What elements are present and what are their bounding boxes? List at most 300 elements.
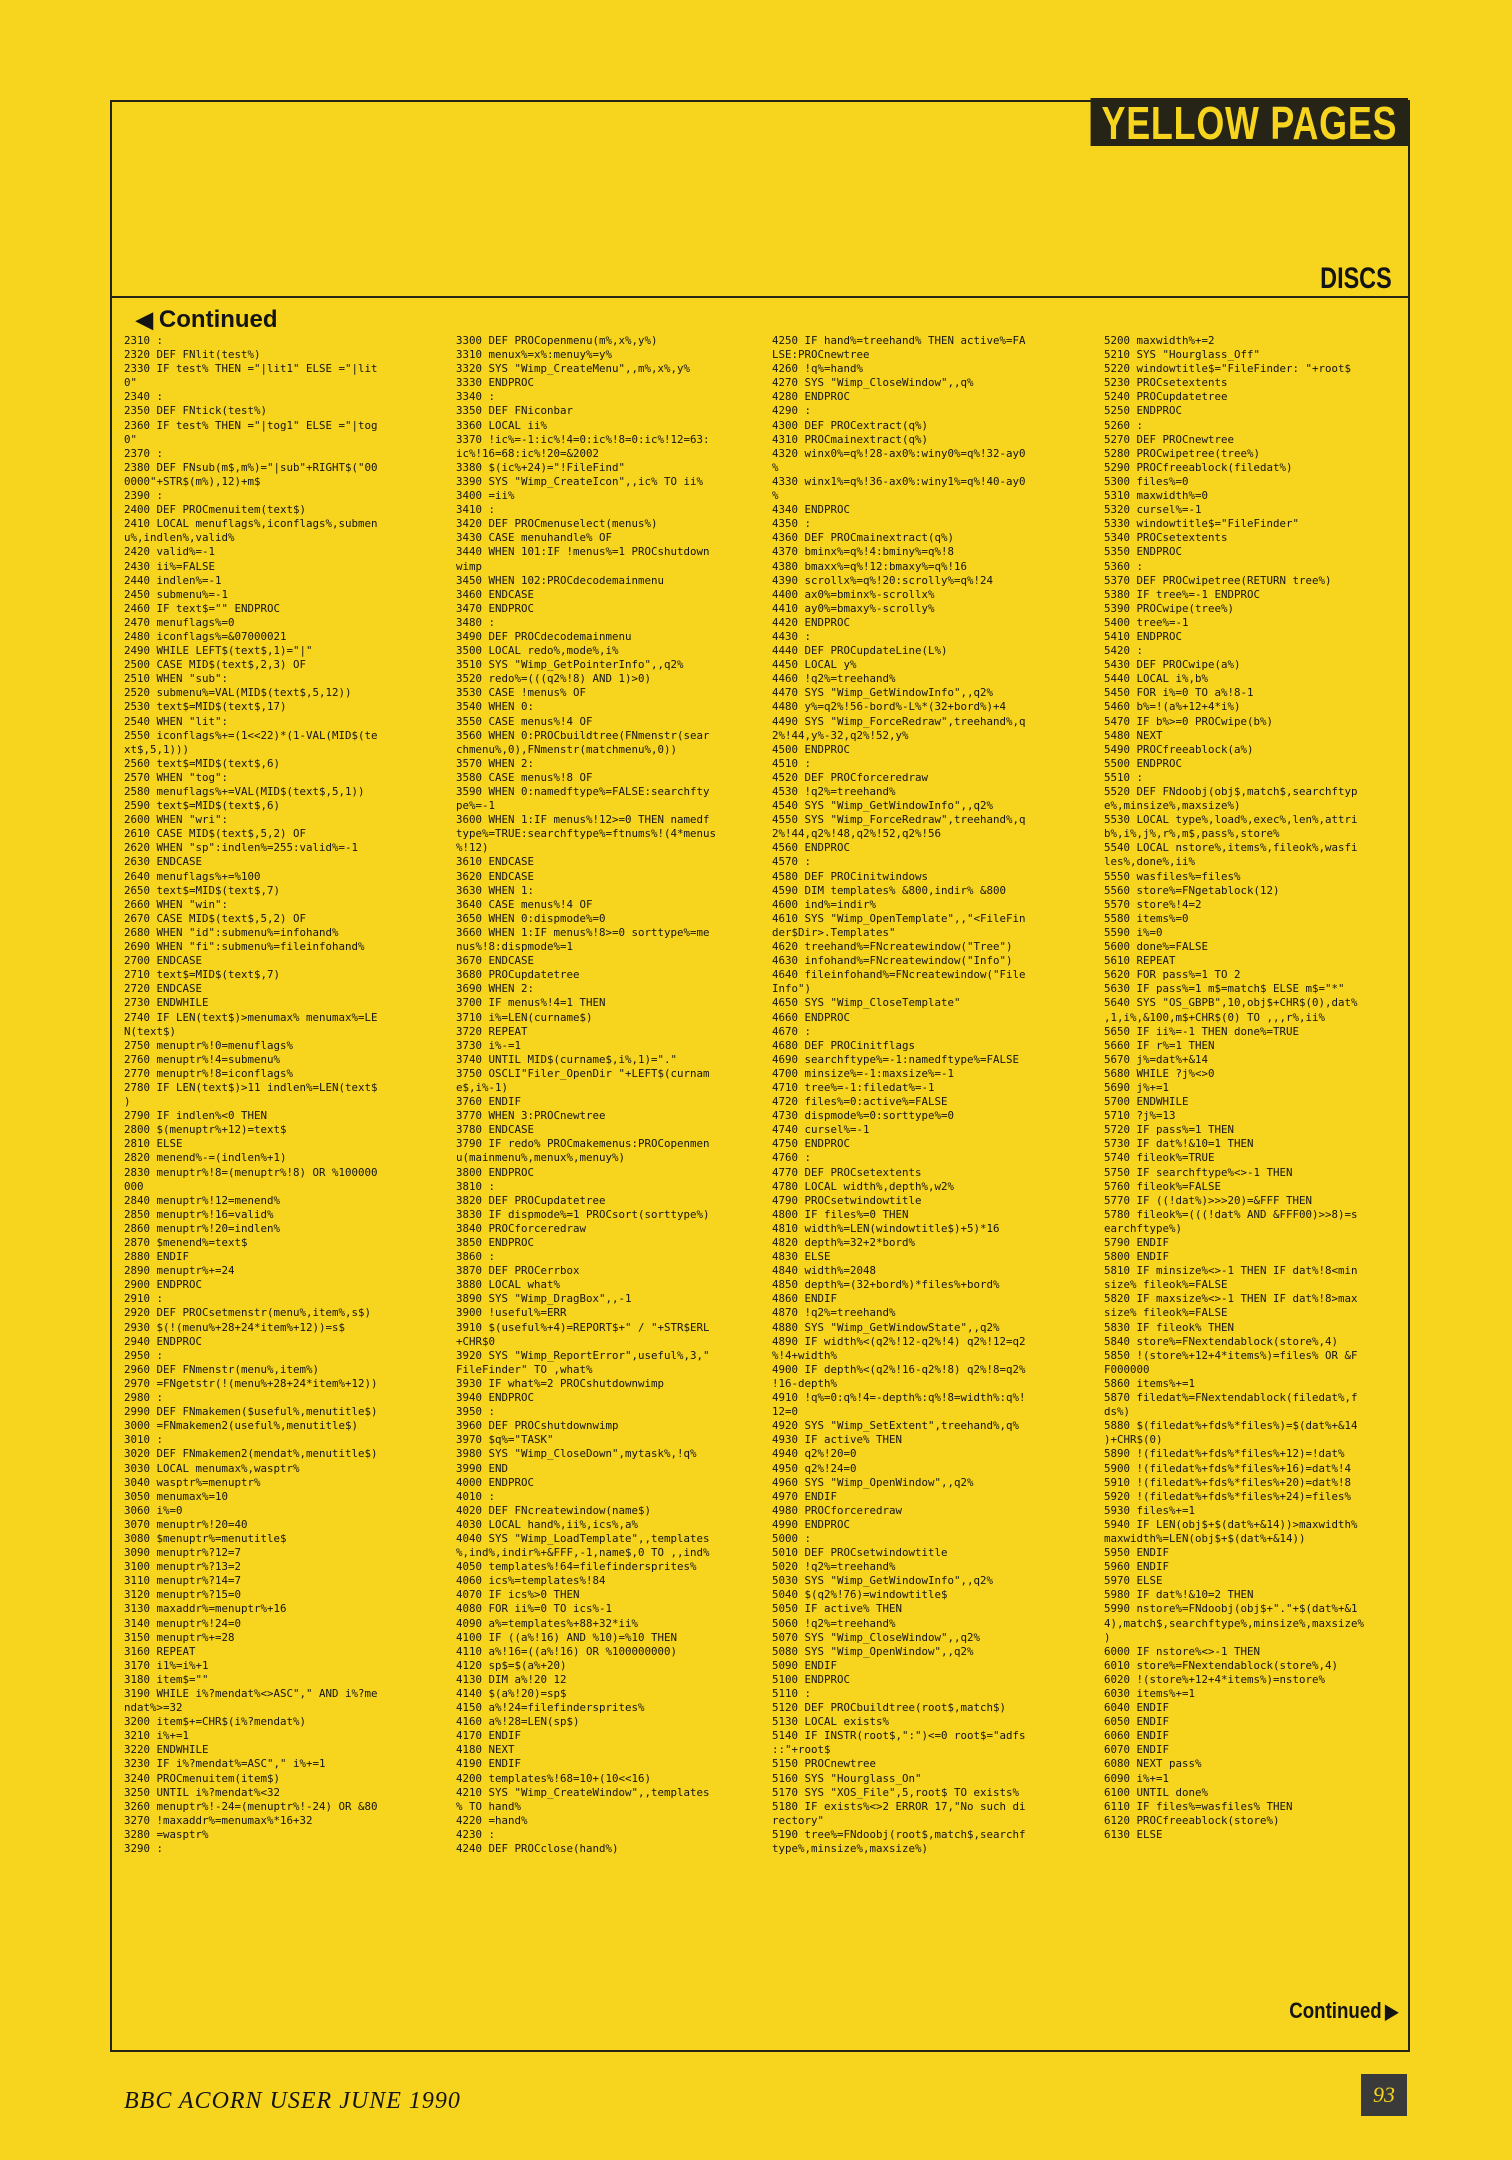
code-line: F000000 <box>1104 1362 1150 1376</box>
code-line: 2750 menuptr%!0=menuflags% <box>124 1038 294 1052</box>
code-line: 5190 tree%=FNdoobj(root$,match$,searchf <box>772 1827 1026 1841</box>
code-line: 4990 ENDPROC <box>772 1517 851 1531</box>
code-line: 4210 SYS "Wimp_CreateWindow",,templates <box>456 1785 710 1799</box>
code-line: 4920 SYS "Wimp_SetExtent",treehand%,q% <box>772 1419 1020 1433</box>
code-line: 3980 SYS "Wimp_CloseDown",mytask%,!q% <box>456 1447 697 1461</box>
code-line: ::"+root$ <box>772 1743 831 1757</box>
code-line: 3720 REPEAT <box>456 1024 528 1038</box>
code-line: 3010 : <box>124 1433 164 1447</box>
code-line: 5480 NEXT <box>1104 728 1163 742</box>
code-line: %!12) <box>456 841 489 855</box>
code-line: ds%) <box>1104 1405 1131 1419</box>
section-title: DISCS <box>1320 262 1392 295</box>
code-line: 4160 a%!28=LEN(sp$) <box>456 1715 580 1729</box>
code-line: 2360 IF test% THEN ="|tog1" ELSE ="|tog <box>124 418 378 432</box>
code-line: 4470 SYS "Wimp_GetWindowInfo",,q2% <box>772 686 994 700</box>
code-line: 3530 CASE !menus% OF <box>456 686 587 700</box>
code-line: 5710 ?j%=13 <box>1104 1109 1176 1123</box>
code-line: 2840 menuptr%!12=menend% <box>124 1193 281 1207</box>
code-line: 5960 ENDIF <box>1104 1560 1170 1574</box>
code-line: 3360 LOCAL ii% <box>456 418 548 432</box>
code-line: 2780 IF LEN(text$)>11 indlen%=LEN(text$ <box>124 1080 378 1094</box>
code-line: 3070 menuptr%!20=40 <box>124 1517 248 1531</box>
code-line: 2310 : <box>124 334 164 347</box>
code-line: 5050 IF active% THEN <box>772 1602 903 1616</box>
code-line: 2540 WHEN "lit": <box>124 714 229 728</box>
code-line: 4650 SYS "Wimp_CloseTemplate" <box>772 996 961 1010</box>
code-line: 5940 IF LEN(obj$+$(dat%+&14))>maxwidth% <box>1104 1517 1358 1531</box>
code-line: 3970 $q%="TASK" <box>456 1433 554 1447</box>
code-line: 4320 winx0%=q%!28-ax0%:winy0%=q%!32-ay0 <box>772 446 1026 460</box>
code-line: 3760 ENDIF <box>456 1095 522 1109</box>
code-line: )+CHR$(0) <box>1104 1433 1163 1447</box>
code-line: 3400 =ii% <box>456 489 515 503</box>
code-line: 5830 IF fileok% THEN <box>1104 1320 1235 1334</box>
code-line: 3500 LOCAL redo%,mode%,i% <box>456 644 619 658</box>
code-line: 4770 DEF PROCsetextents <box>772 1165 922 1179</box>
code-line: 5540 LOCAL nstore%,items%,fileok%,wasfi <box>1104 841 1358 855</box>
code-line: 2870 $menend%=text$ <box>124 1236 248 1249</box>
code-line: 000 <box>124 1179 144 1193</box>
code-line: 4670 : <box>772 1024 812 1038</box>
code-line: 5630 IF pass%=1 m$=match$ ELSE m$="*" <box>1104 982 1345 996</box>
code-line: 5130 LOCAL exists% <box>772 1715 890 1729</box>
code-line: 3390 SYS "Wimp_CreateIcon",,ic% TO ii% <box>456 474 704 488</box>
code-line: 3060 i%=0 <box>124 1503 183 1517</box>
code-line: 4880 SYS "Wimp_GetWindowState",,q2% <box>772 1320 1000 1334</box>
code-line: 5870 filedat%=FNextendablock(filedat%,f <box>1104 1391 1358 1405</box>
code-line: 5370 DEF PROCwipetree(RETURN tree%) <box>1104 573 1332 587</box>
code-line: 2380 DEF FNsub(m$,m%)="|sub"+RIGHT$("00 <box>124 460 378 474</box>
code-line: 2470 menuflags%=0 <box>124 615 235 629</box>
code-line: type%,minsize%,maxsize%) <box>772 1842 929 1856</box>
code-line: 5210 SYS "Hourglass_Off" <box>1104 348 1261 362</box>
code-line: 4070 IF ics%>0 THEN <box>456 1588 580 1602</box>
code-line: 5320 cursel%=-1 <box>1104 503 1202 517</box>
code-line: 0" <box>124 432 138 446</box>
code-line: 2810 ELSE <box>124 1137 183 1151</box>
code-line: 2830 menuptr%!8=(menuptr%!8) OR %100000 <box>124 1165 378 1179</box>
code-line: 5390 PROCwipe(tree%) <box>1104 601 1235 615</box>
code-line: 2390 : <box>124 489 164 503</box>
code-line: 2860 menuptr%!20=indlen% <box>124 1221 281 1235</box>
code-line: 5280 PROCwipetree(tree%) <box>1104 446 1261 460</box>
code-line: 4410 ay0%=bmaxy%-scrolly% <box>772 601 935 615</box>
code-line: 3420 DEF PROCmenuselect(menus%) <box>456 517 658 531</box>
code-line: 4030 LOCAL hand%,ii%,ics%,a% <box>456 1517 639 1531</box>
code-line: 6030 items%+=1 <box>1104 1687 1196 1700</box>
code-line: 5090 ENDIF <box>772 1658 838 1672</box>
code-line: ,1,i%,&100,m$+CHR$(0) TO ,,,r%,ii% <box>1104 1010 1326 1024</box>
code-line: 3120 menuptr%?15=0 <box>124 1588 242 1602</box>
code-line: 6000 IF nstore%<>-1 THEN <box>1104 1644 1261 1658</box>
code-line: 3200 item$+=CHR$(i%?mendat%) <box>124 1715 307 1729</box>
code-line: 5610 REPEAT <box>1104 954 1176 968</box>
code-line: 5640 SYS "OS_GBPB",10,obj$+CHR$(0),dat% <box>1104 996 1358 1010</box>
code-line: 3680 PROCupdatetree <box>456 968 580 982</box>
continued-label: Continued <box>1289 1998 1382 2023</box>
code-line: 4600 ind%=indir% <box>772 897 877 911</box>
code-line: 4110 a%!16=((a%!16) OR %100000000) <box>456 1644 678 1658</box>
code-line: 3150 menuptr%+=28 <box>124 1630 235 1644</box>
code-line: 5120 DEF PROCbuildtree(root$,match$) <box>772 1701 1007 1715</box>
code-line: 5440 LOCAL i%,b% <box>1104 672 1209 686</box>
listing-column-3 <box>772 334 1082 1856</box>
code-line: 5500 ENDPROC <box>1104 756 1183 770</box>
code-line: 3340 : <box>456 390 496 404</box>
code-line: 2770 menuptr%!8=iconflags% <box>124 1066 294 1080</box>
code-line: 2990 DEF FNmakemen($useful%,menutitle$) <box>124 1405 378 1419</box>
code-line: 4930 IF active% THEN <box>772 1433 903 1447</box>
code-line: 3090 menuptr%?12=7 <box>124 1546 242 1560</box>
code-line: % <box>772 460 779 474</box>
code-line: ) <box>124 1095 131 1109</box>
code-line: 4610 SYS "Wimp_OpenTemplate",,"<FileFin <box>772 911 1026 925</box>
code-line: 3890 SYS "Wimp_DragBox",,-1 <box>456 1292 632 1306</box>
code-line: 2680 WHEN "id":submenu%=infohand% <box>124 925 339 939</box>
code-line: 5360 : <box>1104 559 1144 573</box>
code-line: 2650 text$=MID$(text$,7) <box>124 883 281 897</box>
code-line: 5060 !q2%=treehand% <box>772 1616 896 1630</box>
code-line: 4590 DIM templates% &800,indir% &800 <box>772 883 1007 897</box>
code-line: 5510 : <box>1104 770 1144 784</box>
code-line: 4100 IF ((a%!16) AND %10)=%10 THEN <box>456 1630 678 1644</box>
code-line: 3310 menux%=x%:menuy%=y% <box>456 348 613 362</box>
code-line: 5690 j%+=1 <box>1104 1080 1170 1094</box>
code-line: 4020 DEF FNcreatewindow(name$) <box>456 1503 652 1517</box>
code-line: 5820 IF maxsize%<>-1 THEN IF dat%!8>max <box>1104 1292 1358 1306</box>
code-line: 4140 $(a%!20)=sp$ <box>456 1687 567 1700</box>
code-line: 3580 CASE menus%!8 OF <box>456 770 593 784</box>
code-line: 5900 !(filedat%+fds%*files%+16)=dat%!4 <box>1104 1461 1352 1475</box>
code-line: LSE:PROCnewtree <box>772 348 870 362</box>
header-rule <box>110 296 1410 298</box>
code-line: 4710 tree%=-1:filedat%=-1 <box>772 1080 935 1094</box>
code-line: 2600 WHEN "wri": <box>124 813 229 827</box>
code-line: 3590 WHEN 0:namedftype%=FALSE:searchfty <box>456 785 710 798</box>
code-line: 5570 store%!4=2 <box>1104 897 1202 911</box>
code-line: 4330 winx1%=q%!36-ax0%:winy1%=q%!40-ay0 <box>772 474 1026 488</box>
code-line: 4260 !q%=hand% <box>772 362 864 376</box>
code-line: 5300 files%=0 <box>1104 474 1189 488</box>
code-line: 4),match$,searchftype%,minsize%,maxsize% <box>1104 1616 1365 1630</box>
code-line: 3830 IF dispmode%=1 PROCsort(sorttype%) <box>456 1207 710 1221</box>
code-line: 4310 PROCmainextract(q%) <box>772 432 929 446</box>
code-line: 5020 !q2%=treehand% <box>772 1560 896 1574</box>
code-line: 2920 DEF PROCsetmenstr(menu%,item%,s$) <box>124 1306 372 1320</box>
magazine-footer: BBC ACORN USER JUNE 1990 <box>124 2088 461 2114</box>
code-line: les%,done%,ii% <box>1104 855 1196 869</box>
code-line: der$Dir>.Templates" <box>772 925 896 939</box>
code-line: 4240 DEF PROCclose(hand%) <box>456 1842 619 1856</box>
code-line: 5110 : <box>772 1687 812 1700</box>
code-line: 5970 ELSE <box>1104 1574 1163 1588</box>
code-line: 3670 ENDCASE <box>456 954 535 968</box>
code-line: 4660 ENDPROC <box>772 1010 851 1024</box>
code-line: 6120 PROCfreeablock(store%) <box>1104 1813 1280 1827</box>
code-line: 4530 !q2%=treehand% <box>772 785 896 798</box>
code-line: ic%!16=68:ic%!20=&2002 <box>456 446 600 460</box>
code-line: 2510 WHEN "sub": <box>124 672 229 686</box>
yellow-pages-banner: YELLOW PAGES <box>1090 98 1408 146</box>
code-line: 5240 PROCupdatetree <box>1104 390 1228 404</box>
code-line: 3230 IF i%?mendat%=ASC"," i%+=1 <box>124 1757 326 1771</box>
code-line: 3430 CASE menuhandle% OF <box>456 531 613 545</box>
code-line: 2%!44,q2%!48,q2%!52,q2%!56 <box>772 827 942 841</box>
code-line: 5180 IF exists%<>2 ERROR 17,"No such di <box>772 1799 1026 1813</box>
code-line: 3750 OSCLI"Filer_OpenDir "+LEFT$(curnam <box>456 1066 710 1080</box>
right-triangle-icon: ▶ <box>1384 2000 1398 2023</box>
code-line: 2980 : <box>124 1391 164 1405</box>
code-line: 3300 DEF PROCopenmenu(m%,x%,y%) <box>456 334 658 347</box>
code-line: e$,i%-1) <box>456 1080 509 1094</box>
code-line: 5140 IF INSTR(root$,":")<=0 root$="adfs <box>772 1729 1026 1743</box>
code-line: 2450 submenu%=-1 <box>124 587 229 601</box>
code-line: 3410 : <box>456 503 496 517</box>
code-line: 5930 files%+=1 <box>1104 1503 1196 1517</box>
code-line: 5250 ENDPROC <box>1104 404 1183 418</box>
code-line: 4150 a%!24=filefindersprites% <box>456 1701 645 1715</box>
code-line: 3740 UNTIL MID$(curname$,i%,1)="." <box>456 1052 678 1066</box>
code-line: 2590 text$=MID$(text$,6) <box>124 799 281 813</box>
listing-column-1 <box>124 334 434 1856</box>
code-line: earchftype%) <box>1104 1221 1183 1235</box>
code-line: 3320 SYS "Wimp_CreateMenu",,m%,x%,y% <box>456 362 691 376</box>
code-line: 5260 : <box>1104 418 1144 432</box>
code-line: 4450 LOCAL y% <box>772 658 857 672</box>
code-line: 4340 ENDPROC <box>772 503 851 517</box>
code-line: 4960 SYS "Wimp_OpenWindow",,q2% <box>772 1475 974 1489</box>
code-line: 4120 sp$=$(a%+20) <box>456 1658 567 1672</box>
code-line: 12=0 <box>772 1405 799 1419</box>
code-line: 4000 ENDPROC <box>456 1475 535 1489</box>
code-line: 4370 bminx%=q%!4:bminy%=q%!8 <box>772 545 955 559</box>
code-line: 5340 PROCsetextents <box>1104 531 1228 545</box>
page-number: 93 <box>1361 2074 1407 2116</box>
code-line: 3380 $(ic%+24)="!FileFind" <box>456 460 626 474</box>
code-line: 6060 ENDIF <box>1104 1729 1170 1743</box>
code-line: 3280 =wasptr% <box>124 1827 209 1841</box>
code-line: 2560 text$=MID$(text$,6) <box>124 756 281 770</box>
code-line: 2950 : <box>124 1348 164 1362</box>
code-line: 3440 WHEN 101:IF !menus%=1 PROCshutdown <box>456 545 710 559</box>
code-line: ndat%>=32 <box>124 1701 183 1715</box>
code-line: 4870 !q2%=treehand% <box>772 1306 896 1320</box>
code-line: 6080 NEXT pass% <box>1104 1757 1202 1771</box>
code-line: 5910 !(filedat%+fds%*files%+20)=dat%!8 <box>1104 1475 1352 1489</box>
code-line: 2320 DEF FNlit(test%) <box>124 348 261 362</box>
code-line: 5170 SYS "XOS_File",5,root$ TO exists% <box>772 1785 1020 1799</box>
code-line: 4970 ENDIF <box>772 1489 838 1503</box>
code-line: 3990 END <box>456 1461 509 1475</box>
code-line: 3260 menuptr%!-24=(menuptr%!-24) OR &80 <box>124 1799 378 1813</box>
code-line: 5620 FOR pass%=1 TO 2 <box>1104 968 1241 982</box>
code-line: 3630 WHEN 1: <box>456 883 535 897</box>
code-line: 5980 IF dat%!&10=2 THEN <box>1104 1588 1254 1602</box>
code-line: 2890 menuptr%+=24 <box>124 1264 235 1278</box>
code-line: 2880 ENDIF <box>124 1250 190 1264</box>
code-line: 2420 valid%=-1 <box>124 545 216 559</box>
code-line: 3950 : <box>456 1405 496 1419</box>
code-line: wimp <box>456 559 483 573</box>
code-line: 2760 menuptr%!4=submenu% <box>124 1052 281 1066</box>
listing-column-2 <box>456 334 766 1856</box>
code-line: 4510 : <box>772 756 812 770</box>
code-line: 4130 DIM a%!20 12 <box>456 1672 567 1686</box>
code-line: 5080 SYS "Wimp_OpenWindow",,q2% <box>772 1644 974 1658</box>
code-line: 4950 q2%!24=0 <box>772 1461 857 1475</box>
code-line: 3660 WHEN 1:IF menus%!8>=0 sorttype%=me <box>456 925 710 939</box>
code-line: 3160 REPEAT <box>124 1644 196 1658</box>
code-line: 5490 PROCfreeablock(a%) <box>1104 742 1254 756</box>
code-line: 4270 SYS "Wimp_CloseWindow",,q% <box>772 376 974 390</box>
code-line: 4170 ENDIF <box>456 1729 522 1743</box>
code-line: pe%=-1 <box>456 799 496 813</box>
code-line: 3790 IF redo% PROCmakemenus:PROCopenmen <box>456 1137 710 1151</box>
code-line: 3860 : <box>456 1250 496 1264</box>
code-line: 3690 WHEN 2: <box>456 982 535 996</box>
code-line: 5350 ENDPROC <box>1104 545 1183 559</box>
code-line: 4040 SYS "Wimp_LoadTemplate",,templates <box>456 1531 710 1545</box>
code-line: 4860 ENDIF <box>772 1292 838 1306</box>
code-line: 5700 ENDWHILE <box>1104 1095 1189 1109</box>
code-line: 3140 menuptr%!24=0 <box>124 1616 242 1630</box>
code-line: 4520 DEF PROCforceredraw <box>772 770 929 784</box>
code-line: 4250 IF hand%=treehand% THEN active%=FA <box>772 334 1026 347</box>
code-line: 2710 text$=MID$(text$,7) <box>124 968 281 982</box>
code-line: 4090 a%=templates%+88+32*ii% <box>456 1616 639 1630</box>
code-line: 4190 ENDIF <box>456 1757 522 1771</box>
code-line: 4400 ax0%=bminx%-scrollx% <box>772 587 935 601</box>
code-line: 4550 SYS "Wimp_ForceRedraw",treehand%,q <box>772 813 1026 827</box>
code-line: 5040 $(q2%!76)=windowtitle$ <box>772 1588 948 1602</box>
code-line: 4690 searchftype%=-1:namedftype%=FALSE <box>772 1052 1020 1066</box>
code-line: 2460 IF text$="" ENDPROC <box>124 601 281 615</box>
code-line: 3050 menumax%=10 <box>124 1489 229 1503</box>
code-line: 5600 done%=FALSE <box>1104 940 1209 954</box>
code-line: 5470 IF b%>=0 PROCwipe(b%) <box>1104 714 1274 728</box>
code-line: 2940 ENDPROC <box>124 1334 203 1348</box>
code-line: 5550 wasfiles%=files% <box>1104 869 1241 883</box>
code-line: 5890 !(filedat%+fds%*files%+12)=!dat% <box>1104 1447 1345 1461</box>
continued-from-previous <box>136 306 278 334</box>
code-line: 5460 b%=!(a%+12+4*i%) <box>1104 700 1241 714</box>
code-line: 3040 wasptr%=menuptr% <box>124 1475 261 1489</box>
code-line: 3220 ENDWHILE <box>124 1743 209 1757</box>
code-line: 2330 IF test% THEN ="|lit1" ELSE ="|lit <box>124 362 378 376</box>
code-line: 6070 ENDIF <box>1104 1743 1170 1757</box>
code-line: 3610 ENDCASE <box>456 855 535 869</box>
code-line: 2%!44,y%-32,q2%!52,y% <box>772 728 909 742</box>
code-line: 4220 =hand% <box>456 1813 528 1827</box>
code-line: 5720 IF pass%=1 THEN <box>1104 1123 1235 1137</box>
code-line: 2630 ENDCASE <box>124 855 203 869</box>
code-line: 2720 ENDCASE <box>124 982 203 996</box>
code-line: 2520 submenu%=VAL(MID$(text$,5,12)) <box>124 686 352 700</box>
code-line: 2640 menuflags%+=%100 <box>124 869 261 883</box>
code-line: u%,indlen%,valid% <box>124 531 235 545</box>
code-line: 3210 i%+=1 <box>124 1729 190 1743</box>
code-line: 2500 CASE MID$(text$,2,3) OF <box>124 658 307 672</box>
code-line: 3770 WHEN 3:PROCnewtree <box>456 1109 606 1123</box>
code-line: 5070 SYS "Wimp_CloseWindow",,q2% <box>772 1630 981 1644</box>
code-line: !16-depth% <box>772 1376 838 1390</box>
code-line: 5450 FOR i%=0 TO a%!8-1 <box>1104 686 1254 700</box>
code-line: b%,i%,j%,r%,m$,pass%,store% <box>1104 827 1280 841</box>
code-line: 2700 ENDCASE <box>124 954 203 968</box>
code-line: 2430 ii%=FALSE <box>124 559 216 573</box>
code-line: type%=TRUE:searchftype%=ftnums%!(4*menus <box>456 827 717 841</box>
code-line: 6110 IF files%=wasfiles% THEN <box>1104 1799 1293 1813</box>
code-line: 4680 DEF PROCinitflags <box>772 1038 916 1052</box>
code-line: 3930 IF what%=2 PROCshutdownwimp <box>456 1376 665 1390</box>
code-line: 3870 DEF PROCerrbox <box>456 1264 580 1278</box>
code-line: 4380 bmaxx%=q%!12:bmaxy%=q%!16 <box>772 559 968 573</box>
code-line: 4910 !q%=0:q%!4=-depth%:q%!8=width%:q%! <box>772 1391 1026 1405</box>
code-line: 5420 : <box>1104 644 1144 658</box>
code-line: 2370 : <box>124 446 164 460</box>
code-line: 3550 CASE menus%!4 OF <box>456 714 593 728</box>
code-line: 4010 : <box>456 1489 496 1503</box>
code-line: 5990 nstore%=FNdoobj(obj$+"."+$(dat%+&1 <box>1104 1602 1358 1616</box>
code-line: 5200 maxwidth%+=2 <box>1104 334 1215 347</box>
code-line: 2530 text$=MID$(text$,17) <box>124 700 287 714</box>
code-line: 3470 ENDPROC <box>456 601 535 615</box>
code-line: 5230 PROCsetextents <box>1104 376 1228 390</box>
code-line: 5860 items%+=1 <box>1104 1376 1196 1390</box>
code-line: 3110 menuptr%?14=7 <box>124 1574 242 1588</box>
code-line: 3810 : <box>456 1179 496 1193</box>
code-line: maxwidth%=LEN(obj$+$(dat%+&14)) <box>1104 1531 1306 1545</box>
code-line: 5030 SYS "Wimp_GetWindowInfo",,q2% <box>772 1574 994 1588</box>
code-line: 3290 : <box>124 1842 164 1856</box>
code-line: 3880 LOCAL what% <box>456 1278 561 1292</box>
code-line: 5100 ENDPROC <box>772 1672 851 1686</box>
code-line: 4080 FOR ii%=0 TO ics%-1 <box>456 1602 613 1616</box>
code-line: 5270 DEF PROCnewtree <box>1104 432 1235 446</box>
code-line: 2900 ENDPROC <box>124 1278 203 1292</box>
code-line: 3540 WHEN 0: <box>456 700 535 714</box>
code-line: 5770 IF ((!dat%)>>>20)=&FFF THEN <box>1104 1193 1313 1207</box>
code-line: 3560 WHEN 0:PROCbuildtree(FNmenstr(sear <box>456 728 710 742</box>
code-line: 4060 ics%=templates%!84 <box>456 1574 606 1588</box>
code-line: 4700 minsize%=-1:maxsize%=-1 <box>772 1066 955 1080</box>
code-line: 4560 ENDPROC <box>772 841 851 855</box>
code-line: 2730 ENDWHILE <box>124 996 209 1010</box>
code-line: 5380 IF tree%=-1 ENDPROC <box>1104 587 1261 601</box>
code-line: 5920 !(filedat%+fds%*files%+24)=files% <box>1104 1489 1352 1503</box>
code-line: 6040 ENDIF <box>1104 1701 1170 1715</box>
code-line: 5160 SYS "Hourglass_On" <box>772 1771 922 1785</box>
code-line: 6130 ELSE <box>1104 1827 1163 1841</box>
code-line: 3370 !ic%=-1:ic%!4=0:ic%!8=0:ic%!12=63: <box>456 432 710 446</box>
code-line: 3030 LOCAL menumax%,wasptr% <box>124 1461 300 1475</box>
code-line: 3330 ENDPROC <box>456 376 535 390</box>
code-line: chmenu%,0),FNmenstr(matchmenu%,0)) <box>456 742 678 756</box>
code-line: 2660 WHEN "win": <box>124 897 229 911</box>
code-line: 2480 iconflags%=&07000021 <box>124 629 287 643</box>
code-line: 5410 ENDPROC <box>1104 629 1183 643</box>
code-line: 3100 menuptr%?13=2 <box>124 1560 242 1574</box>
code-line: 4300 DEF PROCextract(q%) <box>772 418 929 432</box>
code-line: rectory" <box>772 1813 825 1827</box>
code-line: 4800 IF files%=0 THEN <box>772 1207 909 1221</box>
code-line: size% fileok%=FALSE <box>1104 1278 1228 1292</box>
code-line: 2670 CASE MID$(text$,5,2) OF <box>124 911 307 925</box>
code-line: 4420 ENDPROC <box>772 615 851 629</box>
code-line: 4890 IF width%<(q2%!12-q2%!4) q2%!12=q2 <box>772 1334 1026 1348</box>
code-line: 3170 i1%=i%+1 <box>124 1658 209 1672</box>
